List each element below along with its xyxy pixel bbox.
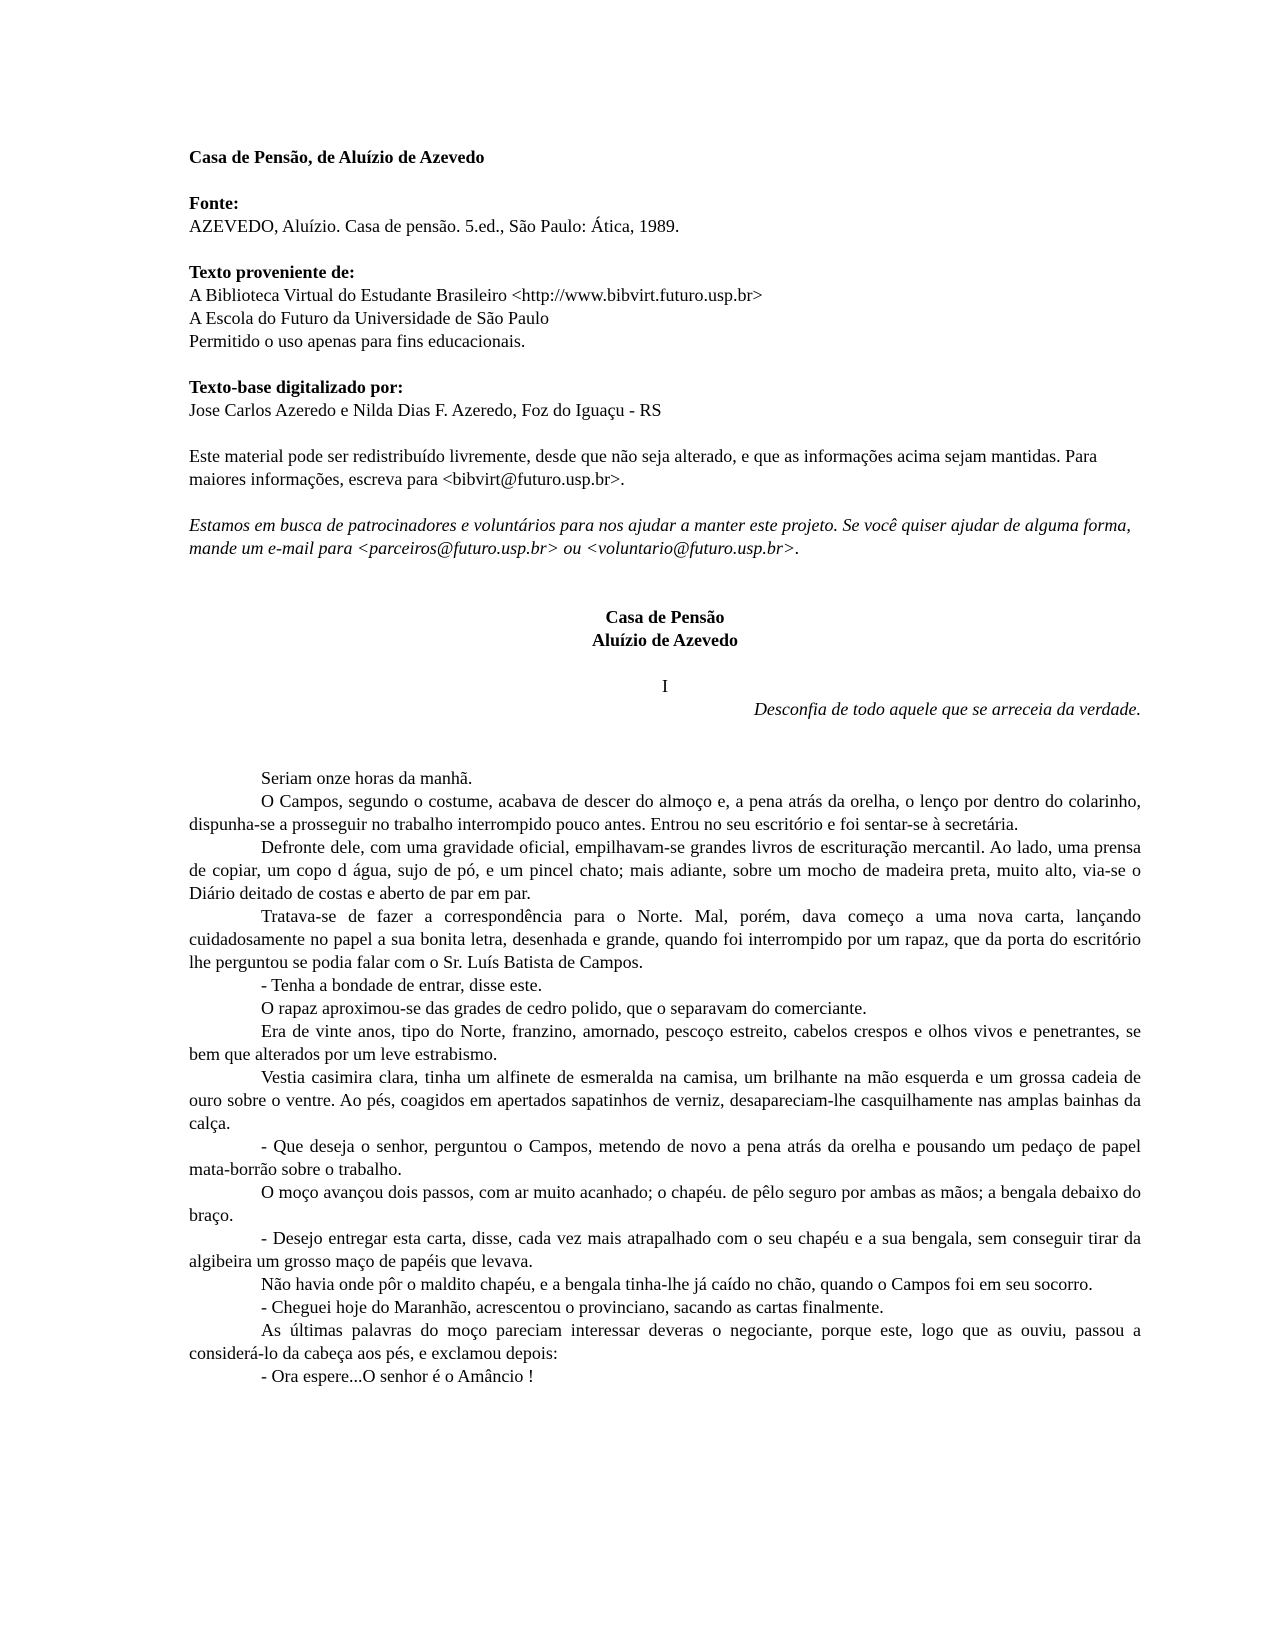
epigraph: Desconfia de todo aquele que se arreceia da verdade. [753,699,1141,719]
origin-line: A Biblioteca Virtual do Estudante Brasileiro <http://www.bibvirt.futuro.usp.br> [189,285,763,305]
license-notice: Este material pode ser redistribuído livremente, desde que não seja alterado, e que as informações acima sejam mantidas. Para maiores informações, escreva para <bibvirt@futuro.usp.br>. [189,446,1098,489]
story-paragraph: Seriam onze horas da manhã. [261,768,473,788]
story-paragraph: Não havia onde pôr o maldito chapéu, e a bengala tinha-lhe já caído no chão, quando o Campos foi em seu socorro. [261,1274,1093,1294]
story-paragraph: - Tenha a bondade de entrar, disse este. [261,975,543,995]
story-paragraph: Era de vinte anos, tipo do Norte, franzino, amornado, pescoço estreito, cabelos crespos e olhos vivos e penetrantes, se bem que alterados por um leve estrabismo. [189,1021,1141,1064]
document-title: Casa de Pensão, de Aluízio de Azevedo [189,147,485,167]
origin-line: A Escola do Futuro da Universidade de São Paulo [189,308,549,328]
digitized-label: Texto-base digitalizado por: [189,377,404,397]
story-paragraph: As últimas palavras do moço pareciam interessar deveras o negociante, porque este, logo que as ouviu, passou a considerá-lo da cabeça aos pés, e exclamou depois: [189,1320,1141,1363]
origin-section [189,261,1141,353]
sponsor-notice: Estamos em busca de patrocinadores e voluntários para nos ajudar a manter este projeto. Se você quiser ajudar de alguma forma, mande um e-mail para <parceiros@futuro.usp.br> ou <voluntario@futuro.usp.br>. [189,515,1131,558]
work-heading [189,606,1141,652]
story-paragraph: Tratava-se de fazer a correspondência para o Norte. Mal, porém, dava começo a uma nova carta, lançando cuidadosamente no papel a sua bonita letra, desenhada e grande, quando foi interrompido por um rapaz, que da porta do escritório lhe perguntou se podia falar com o Sr. Luís Batista de Campos. [189,906,1141,972]
chapter-number: I [662,676,668,696]
story-paragraph: Vestia casimira clara, tinha um alfinete de esmeralda na camisa, um brilhante na mão esquerda e um grossa cadeia de ouro sobre o ventre. Ao pés, coagidos em apertados sapatinhos de verniz, desapareciam-lhe casquilhamente nas amplas bainhas da calça. [189,1067,1141,1133]
story-paragraph: Defronte dele, com uma gravidade oficial, empilhavam-se grandes livros de escrituração mercantil. Ao lado, uma prensa de copiar, um copo d água, sujo de pó, e um pincel chato; mais adiante, sobre um mocho de madeira preta, muito alto, via-se o Diário deitado de costas e aberto de par em par. [189,837,1141,903]
digitized-by: Jose Carlos Azeredo e Nilda Dias F. Azeredo, Foz do Iguaçu - RS [189,400,662,420]
source-label: Fonte: [189,193,239,213]
work-author: Aluízio de Azevedo [592,630,738,650]
origin-label: Texto proveniente de: [189,262,355,282]
story-paragraph: - Ora espere...O senhor é o Amâncio ! [261,1366,534,1386]
story-paragraph: - Cheguei hoje do Maranhão, acrescentou o provinciano, sacando as cartas finalmente. [261,1297,884,1317]
source-section [189,192,1141,238]
story-paragraph: - Que deseja o senhor, perguntou o Campos, metendo de novo a pena atrás da orelha e pousando um pedaço de papel mata-borrão sobre o trabalho. [189,1136,1141,1179]
story-paragraph: O moço avançou dois passos, com ar muito acanhado; o chapéu. de pêlo seguro por ambas as mãos; a bengala debaixo do braço. [189,1182,1141,1225]
digitized-section [189,376,1141,422]
origin-line: Permitido o uso apenas para fins educacionais. [189,331,526,351]
story-paragraph: O rapaz aproximou-se das grades de cedro polido, que o separavam do comerciante. [261,998,867,1018]
source-citation: AZEVEDO, Aluízio. Casa de pensão. 5.ed., São Paulo: Ática, 1989. [189,216,680,236]
story-paragraph: O Campos, segundo o costume, acabava de descer do almoço e, a pena atrás da orelha, o lenço por dentro do colarinho, dispunha-se a prosseguir no trabalho interrompido pouco antes. Entrou no seu escritório e foi sentar-se à secretária. [189,791,1141,834]
work-title: Casa de Pensão [605,607,725,627]
story-paragraph: - Desejo entregar esta carta, disse, cada vez mais atrapalhado com o seu chapéu e a sua bengala, sem conseguir tirar da algibeira um grosso maço de papéis que levava. [189,1228,1141,1271]
story-body [189,767,1141,1388]
